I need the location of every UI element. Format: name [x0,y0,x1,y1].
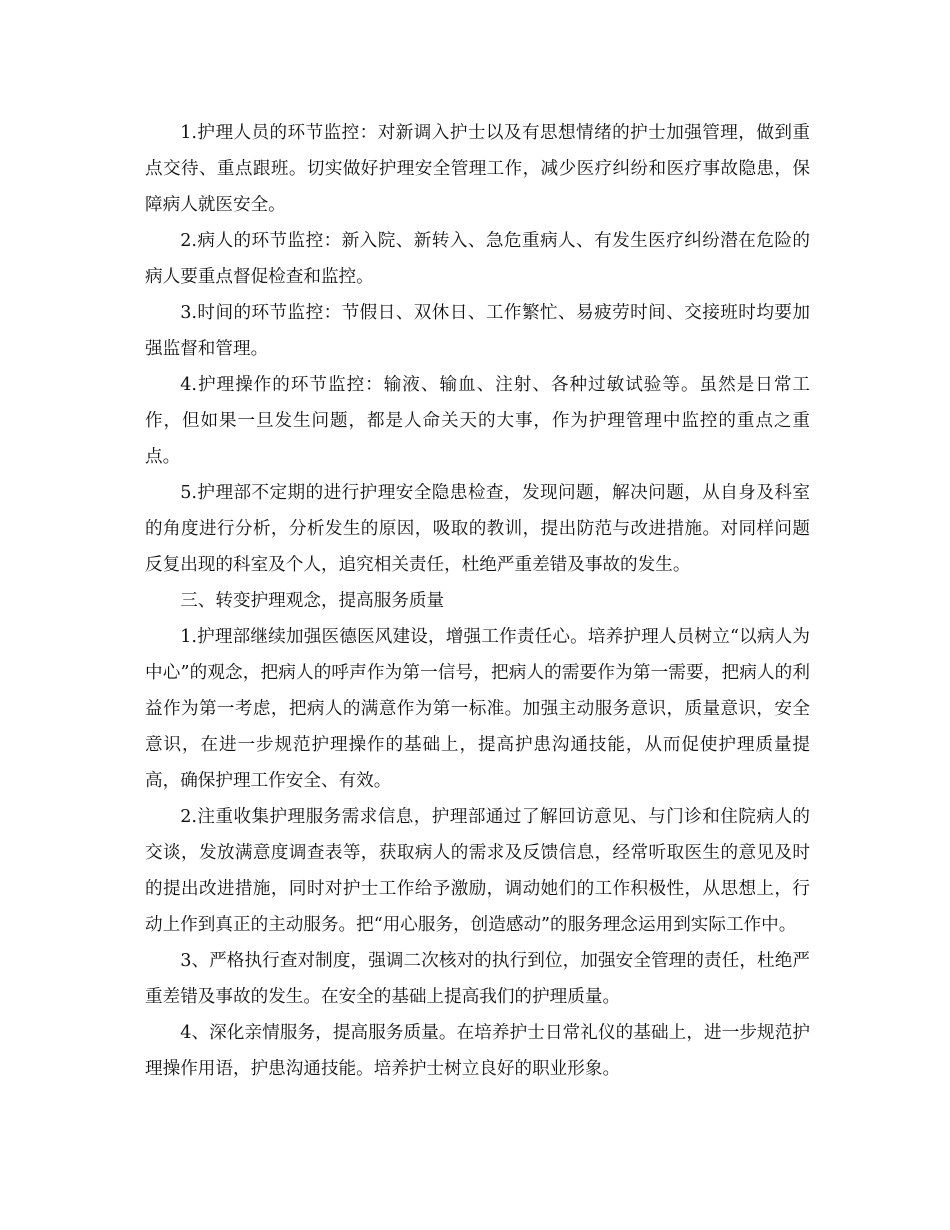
paragraph-checking-system: 3、严格执行查对制度，强调二次核对的执行到位，加强安全管理的责任，杜绝严重差错及事故的发生。在安全的基础上提高我们的护理质量。 [145,951,810,1007]
paragraph-patient-monitoring: 2.病人的环节监控：新入院、新转入、急危重病人、有发生医疗纠纷潜在危险的病人要重点督促检查和监控。 [145,231,810,287]
paragraph-nursing-staff-monitoring: 1.护理人员的环节监控：对新调入护士以及有思想情绪的护士加强管理，做到重点交待、重点跟班。切实做好护理安全管理工作，减少医疗纠纷和医疗事故隐患，保障病人就医安全。 [145,123,810,215]
paragraph-time-monitoring: 3.时间的环节监控：节假日、双休日、工作繁忙、易疲劳时间、交接班时均要加强监督和管理。 [145,303,810,359]
paragraph-ethics-building: 1.护理部继续加强医德医风建设，增强工作责任心。培养护理人员树立“以病人为中心”的观念，把病人的呼声作为第一信号，把病人的需要作为第一需要，把病人的利益作为第一考虑，把病人的满意作为第一标准。加强主动服务意识，质量意识，安全意识，在进一步规范护理操作的基础上，提高护患沟通技能，从而促使护理质量提高，确保护理工作安全、有效。 [145,627,810,791]
paragraph-operation-monitoring: 4.护理操作的环节监控：输液、输血、注射、各种过敏试验等。虽然是日常工作，但如果一旦发生问题，都是人命关天的大事，作为护理管理中监控的重点之重点。 [145,375,810,467]
section-heading: 三、转变护理观念，提高服务质量 [180,591,445,611]
paragraph-feedback-collection: 2.注重收集护理服务需求信息，护理部通过了解回访意见、与门诊和住院病人的交谈，发放满意度调查表等，获取病人的需求及反馈信息，经常听取医生的意见及时的提出改进措施，同时对护士工作给予激励，调动她们的工作积极性，从思想上，行动上作到真正的主动服务。把“用心服务，创造感动”的服务理念运用到实际工作中。 [145,807,810,935]
paragraph-safety-inspection: 5.护理部不定期的进行护理安全隐患检查，发现问题，解决问题，从自身及科室的角度进行分析，分析发生的原因，吸取的教训，提出防范与改进措施。对同样问题反复出现的科室及个人，追究相关责任，杜绝严重差错及事故的发生。 [145,483,810,575]
document-body [145,115,810,1087]
paragraph-service-quality: 4、深化亲情服务，提高服务质量。在培养护士日常礼仪的基础上，进一步规范护理操作用语，护患沟通技能。培养护士树立良好的职业形象。 [145,1023,810,1079]
